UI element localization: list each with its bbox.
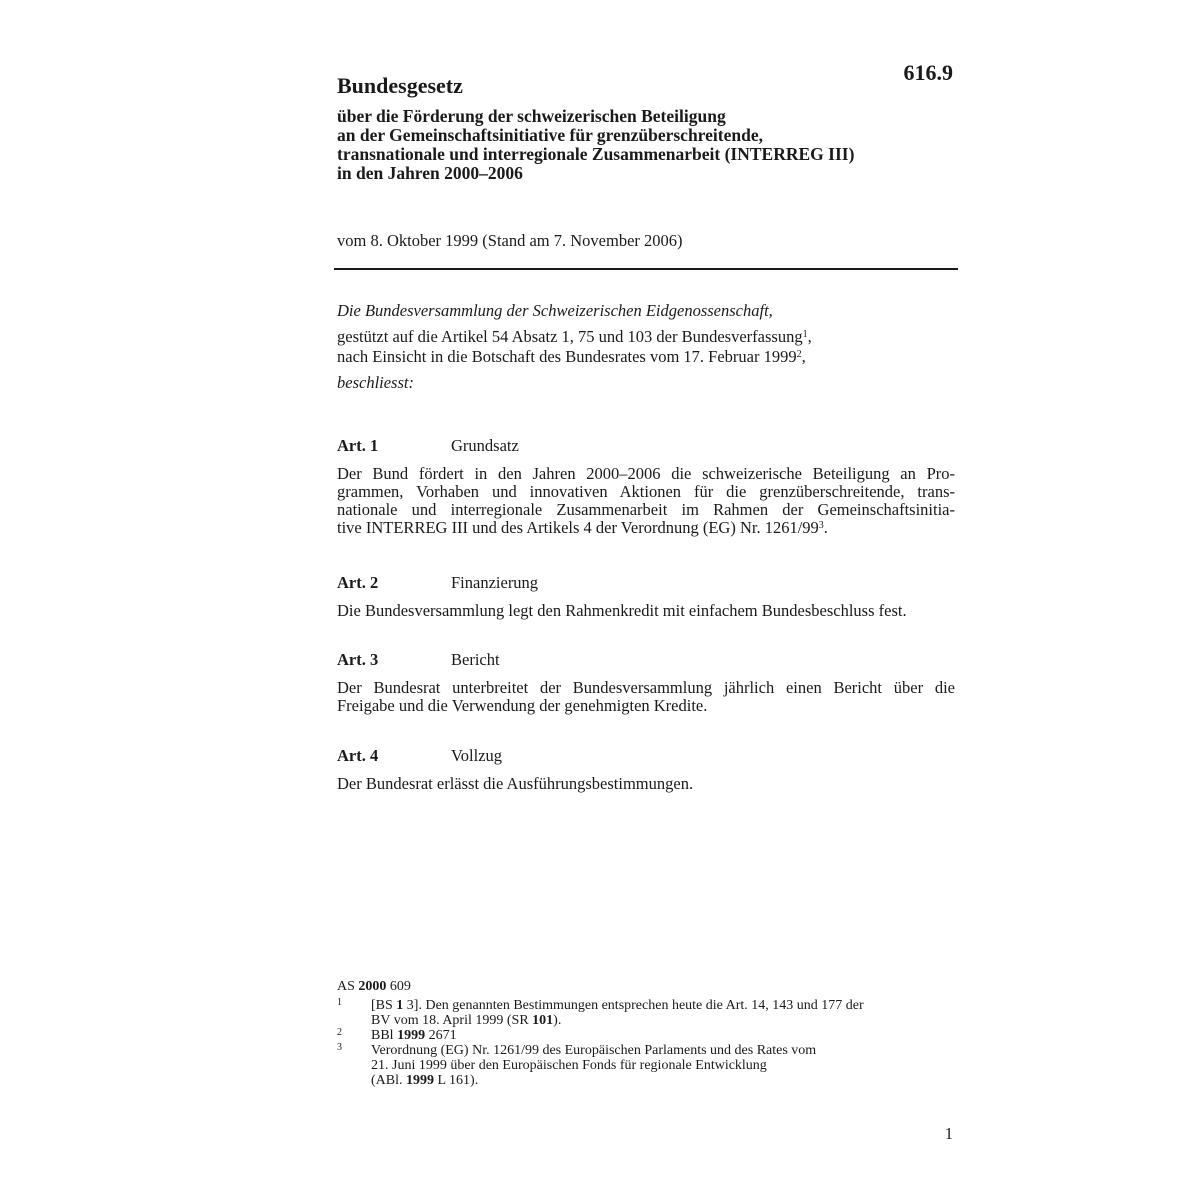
article-number: Art. 2	[337, 573, 379, 592]
footnote-ref: 1	[802, 329, 808, 340]
article-line: Der Bundesrat unterbreitet der Bundesversammlung jährlich einen Bericht über die	[337, 678, 955, 697]
subtitle-line: an der Gemeinschaftsinitiative für grenzüberschreitende,	[337, 125, 763, 145]
article-heading: Finanzierung	[451, 573, 539, 592]
page-number: 1	[944, 1124, 953, 1143]
footnote-line: Verordnung (EG) Nr. 1261/99 des Europäischen Parlaments und des Rates vom	[371, 1043, 817, 1058]
preamble-basis-text: gestützt auf die Artikel 54 Absatz 1, 75 und 103 der Bundesverfassung	[337, 327, 803, 346]
article-line: tive INTERREG III und des Artikels 4 der Verordnung (EG) Nr. 1261/99	[337, 518, 819, 537]
article-line-last	[337, 519, 955, 537]
subtitle-line: über die Förderung der schweizerischen Beteiligung	[337, 106, 726, 126]
article-number: Art. 3	[337, 650, 379, 669]
footnote-line: 21. Juni 1999 über den Europäischen Fonds für regionale Entwicklung	[371, 1058, 767, 1073]
footnote-line	[371, 998, 957, 1013]
footnote-text: (ABl.	[371, 1073, 406, 1088]
footnote-number: 3	[337, 1042, 342, 1053]
footnote-line	[371, 1013, 957, 1028]
footnote-ref: 2	[796, 349, 802, 360]
article-header	[337, 573, 955, 595]
document-title: Bundesgesetz	[337, 73, 463, 98]
footnote-text: 3]. Den genannten Bestimmungen entsprechen heute die Art. 14, 143 und 177 der	[403, 998, 864, 1013]
footnotes	[337, 979, 957, 1088]
punctuation: ,	[801, 347, 806, 366]
document-subtitle	[337, 107, 947, 183]
article-line: nationale und interregionale Zusammenarbeit im Rahmen der Gemeinschaftsinitia-	[337, 500, 955, 519]
subtitle-line: in den Jahren 2000–2006	[337, 163, 523, 183]
sr-number: 616.9	[903, 60, 953, 85]
as-year: 2000	[358, 979, 387, 994]
article-header	[337, 746, 955, 768]
footnote-text: [BS	[371, 998, 397, 1013]
footnote-line	[371, 1073, 957, 1088]
article-heading: Bericht	[451, 650, 500, 669]
article-header	[337, 650, 955, 672]
preamble-intro: Die Bundesversammlung der Schweizerischen Eidgenossenschaft,	[337, 301, 773, 320]
article-number: Art. 1	[337, 436, 379, 455]
article-line: Die Bundesversammlung legt den Rahmenkredit mit einfachem Bundesbeschluss fest.	[337, 601, 907, 620]
article-4	[337, 746, 955, 793]
article-body	[337, 465, 955, 537]
punctuation: ,	[807, 327, 812, 346]
footnote-text: ).	[553, 1013, 562, 1028]
footnote-line	[371, 1028, 957, 1043]
document-date: vom 8. Oktober 1999 (Stand am 7. November 2006)	[337, 231, 683, 250]
as-prefix: AS	[337, 979, 359, 994]
article-2	[337, 573, 955, 620]
article-heading: Grundsatz	[451, 436, 519, 455]
footnote-bold: 1999	[397, 1028, 426, 1043]
article-heading: Vollzug	[451, 746, 503, 765]
article-line: grammen, Vorhaben und innovativen Aktionen für die grenzüberschreitende, trans-	[337, 482, 955, 501]
article-line: Freigabe und die Verwendung der genehmigten Kredite.	[337, 696, 708, 715]
article-3	[337, 650, 955, 715]
footnote-2	[337, 1028, 957, 1043]
header-divider	[334, 268, 958, 270]
article-header	[337, 436, 955, 458]
article-line: Der Bund fördert in den Jahren 2000–2006 die schweizerische Beteiligung an Pro-	[337, 464, 955, 483]
subtitle-line: transnationale und interregionale Zusammenarbeit (INTERREG III)	[337, 144, 855, 164]
punctuation: .	[823, 518, 828, 537]
document-page	[337, 0, 957, 1200]
footnote-number: 1	[337, 997, 342, 1008]
article-body	[337, 602, 955, 620]
footnote-3	[337, 1043, 957, 1088]
footnote-text: 2671	[425, 1028, 457, 1043]
article-line: Der Bundesrat erlässt die Ausführungsbestimmungen.	[337, 774, 694, 793]
preamble-basis	[337, 327, 957, 347]
article-body	[337, 679, 955, 715]
article-body	[337, 775, 955, 793]
official-compilation-ref	[337, 979, 957, 994]
footnote-ref: 3	[818, 520, 824, 531]
footnote-bold: 1999	[406, 1073, 434, 1088]
preamble	[337, 301, 957, 393]
preamble-message	[337, 347, 957, 367]
footnote-bold: 1	[396, 998, 404, 1013]
article-number: Art. 4	[337, 746, 379, 765]
footnote-bold: 101	[532, 1013, 554, 1028]
footnote-text: BBl	[371, 1028, 398, 1043]
footnote-text: BV vom 18. April 1999 (SR	[371, 1013, 533, 1028]
as-page: 609	[386, 979, 411, 994]
article-1	[337, 436, 955, 537]
footnote-1	[337, 998, 957, 1028]
preamble-resolves: beschliesst:	[337, 373, 414, 392]
footnote-text: L 161).	[434, 1073, 479, 1088]
preamble-message-text: nach Einsicht in die Botschaft des Bundesrates vom 17. Februar 1999	[337, 347, 797, 366]
footnote-number: 2	[337, 1027, 342, 1038]
